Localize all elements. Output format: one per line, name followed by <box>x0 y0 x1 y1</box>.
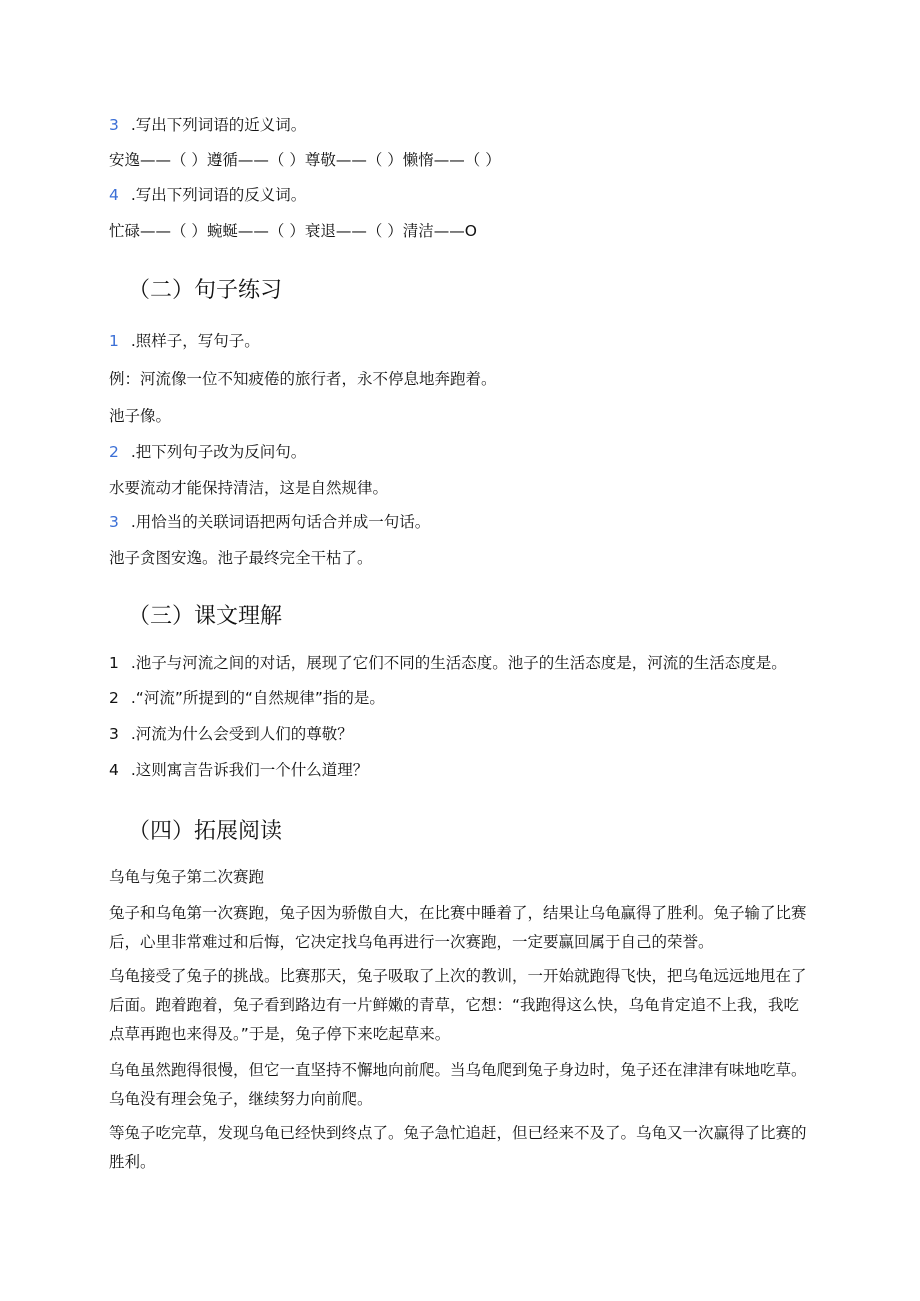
sentence-question-3 <box>109 512 430 532</box>
synonym-question <box>109 115 306 135</box>
section-heading-sentences: （二）句子练习 <box>128 278 283 303</box>
question-text: .这则寓言告诉我们一个什么道理？ <box>130 761 369 779</box>
question-number: 3 <box>109 116 119 134</box>
reading-paragraph: 乌龟虽然跑得很慢，但它一直坚持不懈地向前爬。当乌龟爬到兔子身边时，兔子还在津津有味地吃草。乌龟没有理会兔子，继续努力向前爬。 <box>109 1061 807 1108</box>
question-number: 3 <box>109 725 119 743</box>
question-text: .写出下列词语的近义词。 <box>130 116 307 134</box>
question-number: 1 <box>109 654 119 672</box>
synonym-words: 安逸——（ ）遵循——（ ）尊敬——（ ）懒惰——（ ） <box>109 151 501 169</box>
reading-title: 乌龟与兔子第二次赛跑 <box>109 868 265 886</box>
question-text: .河流为什么会受到人们的尊敬？ <box>130 725 353 743</box>
question-text: .池子与河流之间的对话，展现了它们不同的生活态度。池子的生活态度是，河流的生活态度是。 <box>130 654 787 672</box>
antonym-words: 忙碌——（ ）蜿蜒——（ ）衰退——（ ）清洁——O <box>109 222 477 240</box>
question-text: .把下列句子改为反问句。 <box>130 443 307 461</box>
sentence-question-1 <box>109 331 260 351</box>
question-number: 2 <box>109 443 119 461</box>
question-number: 3 <box>109 513 119 531</box>
question-number: 1 <box>109 332 119 350</box>
comprehension-item <box>109 760 368 780</box>
question-number: 4 <box>109 186 119 204</box>
question-text: .“河流”所提到的“自然规律”指的是。 <box>130 689 385 707</box>
example-sentence: 例：河流像一位不知疲倦的旅行者，永不停息地奔跑着。 <box>109 370 497 388</box>
question-text: .写出下列词语的反义词。 <box>130 186 307 204</box>
comprehension-item <box>109 724 353 744</box>
source-sentence: 水要流动才能保持清洁，这是自然规律。 <box>109 479 389 497</box>
sentence-question-2 <box>109 442 306 462</box>
question-number: 4 <box>109 761 119 779</box>
fill-prompt: 池子像。 <box>109 407 172 425</box>
reading-paragraph: 兔子和乌龟第一次赛跑，兔子因为骄傲自大，在比赛中睡着了，结果让乌龟赢得了胜利。兔子输了比赛后，心里非常难过和后悔，它决定找乌龟再进行一次赛跑，一定要赢回属于自己的荣誉。 <box>109 904 807 951</box>
comprehension-item <box>109 688 385 708</box>
reading-paragraph: 乌龟接受了兔子的挑战。比赛那天，兔子吸取了上次的教训，一开始就跑得飞快，把乌龟远远地甩在了后面。跑着跑着，兔子看到路边有一片鲜嫩的青草，它想：“我跑得这么快，乌龟肯定追不上我，我吃点草再跑也来得及。”于是，兔子停下来吃起草来。 <box>109 967 807 1043</box>
section-heading-extended-reading: （四）拓展阅读 <box>128 819 283 844</box>
source-sentence: 池子贪图安逸。池子最终完全干枯了。 <box>109 549 373 567</box>
question-text: .照样子，写句子。 <box>130 332 260 350</box>
question-text: .用恰当的关联词语把两句话合并成一句话。 <box>130 513 431 531</box>
comprehension-item <box>109 653 787 673</box>
section-heading-comprehension: （三）课文理解 <box>128 604 283 629</box>
question-number: 2 <box>109 689 119 707</box>
reading-paragraph: 等兔子吃完草，发现乌龟已经快到终点了。兔子急忙追赶，但已经来不及了。乌龟又一次赢得了比赛的胜利。 <box>109 1124 807 1171</box>
antonym-question <box>109 185 306 205</box>
